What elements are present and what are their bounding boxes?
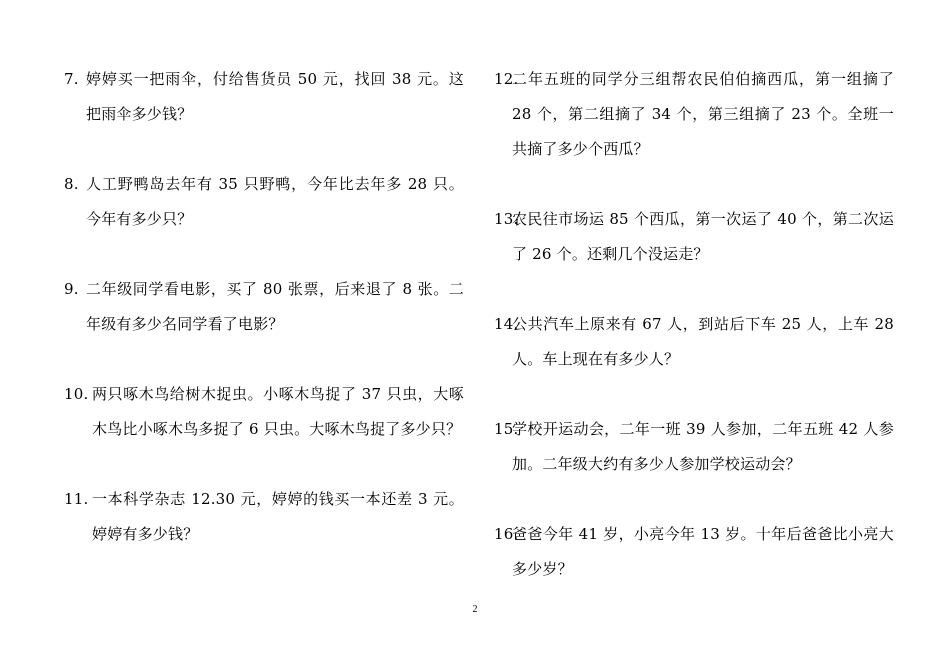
problem-14: [494, 307, 894, 377]
problem-number: 16.: [494, 525, 519, 543]
problem-number: 15.: [494, 420, 519, 438]
problem-7: [64, 62, 464, 132]
problem-9: [64, 272, 464, 342]
problem-number: 10.: [64, 385, 89, 403]
problem-text: 爸爸今年 41 岁，小亮今年 13 岁。十年后爸爸比小亮大多少岁？: [512, 525, 894, 578]
problem-8: [64, 167, 464, 237]
problem-text: 二年五班的同学分三组帮农民伯伯摘西瓜，第一组摘了 28 个，第二组摘了 34 个，第三组摘了 23 个。全班一共摘了多少个西瓜？: [512, 70, 894, 158]
problem-11: [64, 482, 464, 552]
problem-number: 9.: [64, 280, 79, 298]
page-number: 2: [472, 604, 478, 615]
problem-16: [494, 517, 894, 587]
problem-13: [494, 202, 894, 272]
problem-number: 11.: [64, 490, 89, 508]
problem-text: 二年级同学看电影，买了 80 张票，后来退了 8 张。二年级有多少名同学看了电影？: [86, 280, 464, 333]
problem-text: 公共汽车上原来有 67 人，到站后下车 25 人，上车 28 人。车上现在有多少人？: [512, 315, 894, 368]
problem-number: 13.: [494, 210, 519, 228]
problem-15: [494, 412, 894, 482]
right-column: [494, 62, 894, 622]
problem-number: 14.: [494, 315, 519, 333]
problem-text: 婷婷买一把雨伞，付给售货员 50 元，找回 38 元。这把雨伞多少钱？: [86, 70, 464, 123]
problem-text: 农民往市场运 85 个西瓜，第一次运了 40 个，第二次运了 26 个。还剩几个没运走？: [512, 210, 894, 263]
problem-text: 人工野鸭岛去年有 35 只野鸭，今年比去年多 28 只。今年有多少只？: [86, 175, 464, 228]
problem-text: 一本科学杂志 12.30 元，婷婷的钱买一本还差 3 元。婷婷有多少钱？: [92, 490, 464, 543]
problem-text: 两只啄木鸟给树木捉虫。小啄木鸟捉了 37 只虫，大啄木鸟比小啄木鸟多捉了 6 只虫。大啄木鸟捉了多少只？: [92, 385, 464, 438]
left-column: [64, 62, 464, 587]
problem-10: [64, 377, 464, 447]
problem-number: 8.: [64, 175, 79, 193]
problem-number: 12.: [494, 70, 519, 88]
problem-12: [494, 62, 894, 167]
problem-number: 7.: [64, 70, 79, 88]
problem-text: 学校开运动会，二年一班 39 人参加，二年五班 42 人参加。二年级大约有多少人参加学校运动会？: [512, 420, 894, 473]
